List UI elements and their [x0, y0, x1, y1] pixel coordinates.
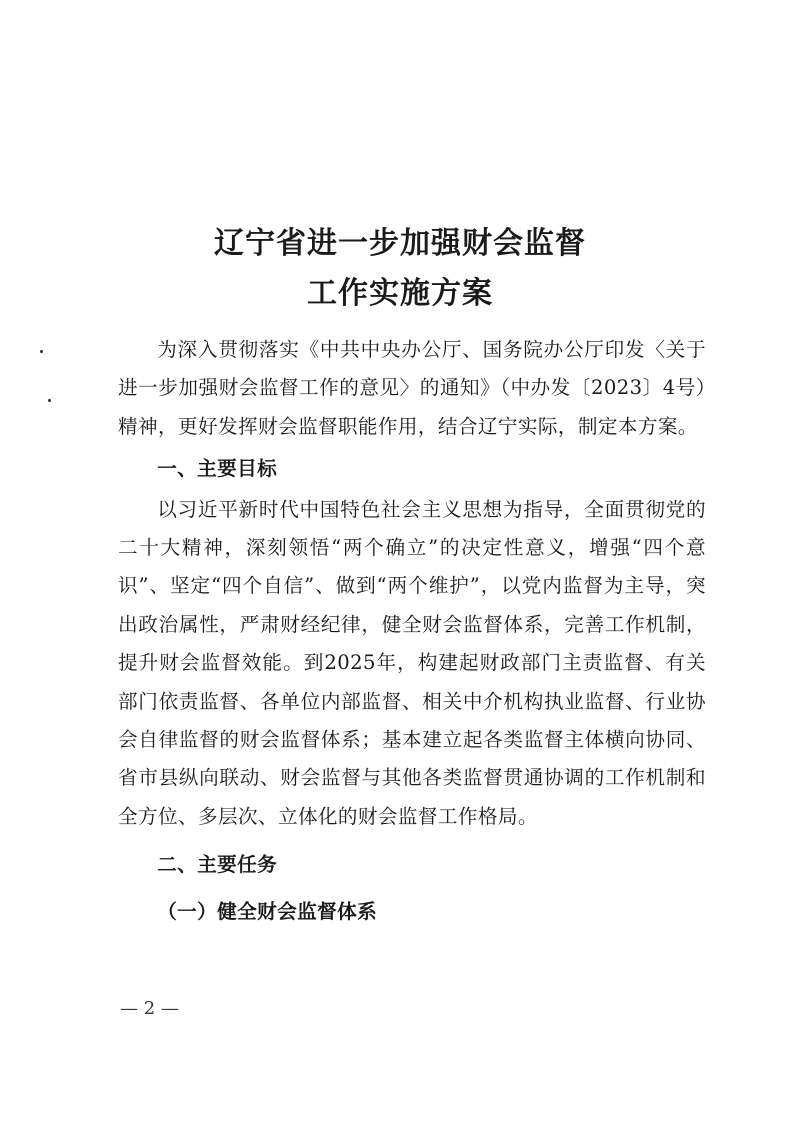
intro-paragraph: 为深入贯彻落实《中共中央办公厅、国务院办公厅印发〈关于进一步加强财会监督工作的意见〉的通知》（中办发〔2023〕4号）精神，更好发挥财会监督职能作用，结合辽宁实际，制定本方案。 [118, 338, 706, 438]
document-title-line1: 辽宁省进一步加强财会监督 [214, 226, 586, 261]
page-number: — 2 — [120, 998, 179, 1019]
section2-heading: 二、主要任务 [157, 853, 278, 877]
section1-paragraph: 以习近平新时代中国特色社会主义思想为指导，全面贯彻党的二十大精神，深刻领悟“两个确立”的决定性意义，增强“四个意识”、坚定“四个自信”、做到“两个维护”，以党内监督为主导，突出政治属性，严肃财经纪律，健全财会监督体系，完善工作机制，提升财会监督效能。到2025年，构建起财政部门主责监督、有关部门依责监督、各单位内部监督、相关中介机构执业监督、行业协会自律监督的财会监督体系；基本建立起各类监督主体横向协同、省市县纵向联动、财会监督与其他各类监督贯通协调的工作机制和全方位、多层次、立体化的财会监督工作格局。 [118, 497, 706, 828]
document-body [118, 331, 706, 931]
margin-dot [48, 399, 51, 402]
document-title-line2: 工作实施方案 [307, 276, 493, 311]
margin-dot [40, 350, 43, 353]
section1-heading: 一、主要目标 [157, 457, 278, 481]
subsection1-heading: （一）健全财会监督体系 [157, 899, 378, 923]
